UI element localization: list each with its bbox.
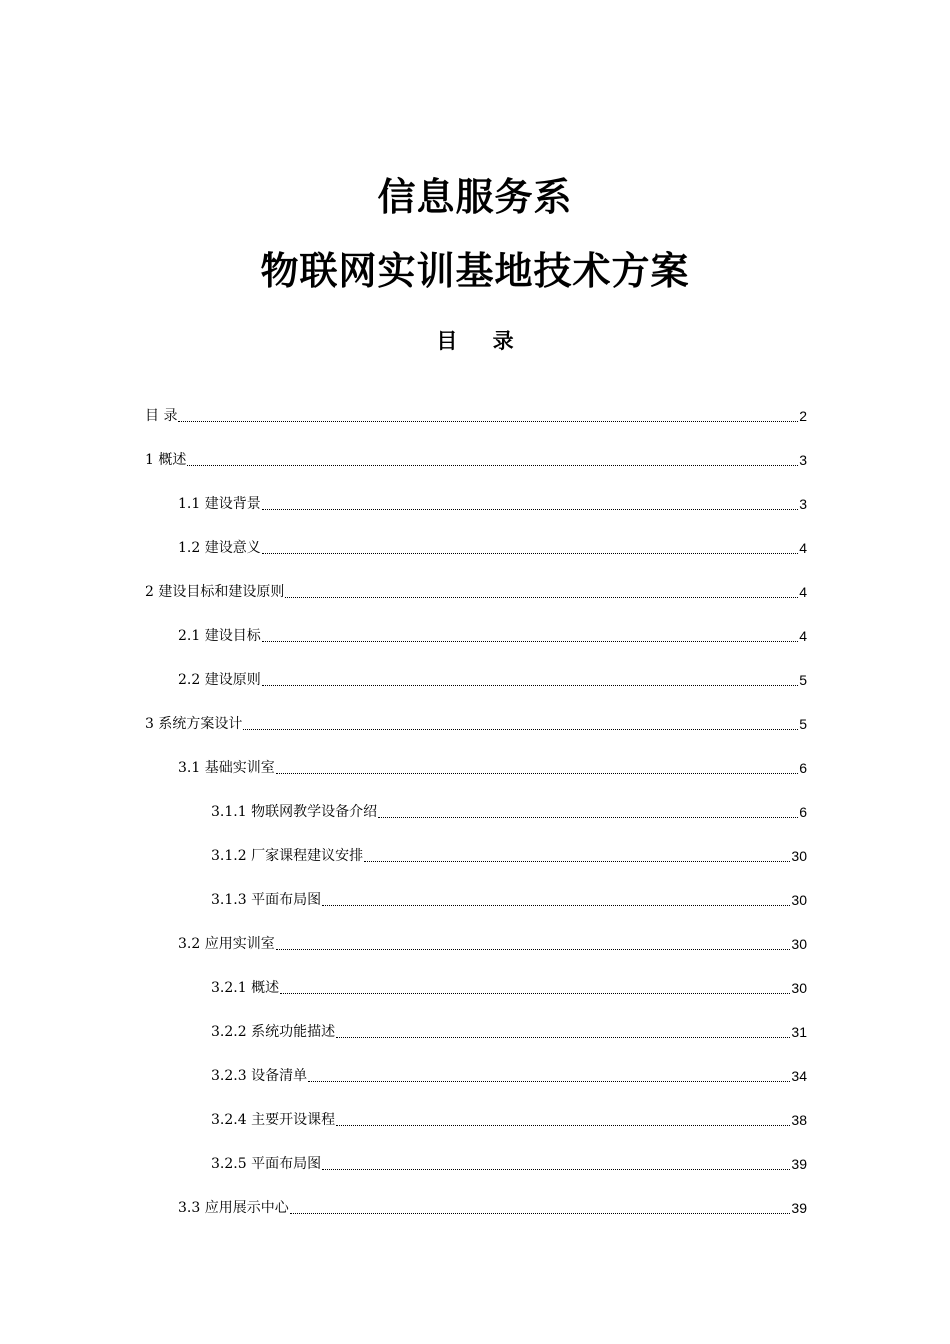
toc-dot-leader xyxy=(276,759,798,774)
toc-entry[interactable] xyxy=(145,1098,807,1142)
document-title-line-2: 物联网实训基地技术方案 xyxy=(260,249,690,293)
toc-entry[interactable] xyxy=(145,790,807,834)
toc-entry-label: 3.1.1 物联网教学设备介绍 xyxy=(211,804,378,820)
toc-entry[interactable] xyxy=(145,922,807,966)
toc-dot-leader xyxy=(187,451,798,466)
toc-entry-label: 2.1 建设目标 xyxy=(178,628,261,644)
toc-entry-page-number: 6 xyxy=(799,760,807,776)
toc-dot-leader xyxy=(364,847,790,862)
toc-dot-leader xyxy=(262,627,798,642)
toc-entry[interactable] xyxy=(145,614,807,658)
toc-entry-label: 3.2 应用实训室 xyxy=(178,936,275,952)
toc-entry-page-number: 30 xyxy=(791,980,807,996)
toc-entry-page-number: 5 xyxy=(799,672,807,688)
toc-entry-page-number: 31 xyxy=(791,1024,807,1040)
toc-entry-page-number: 6 xyxy=(799,804,807,820)
toc-dot-leader xyxy=(308,1067,790,1082)
toc-entry[interactable] xyxy=(145,394,807,438)
toc-dot-leader xyxy=(262,495,798,510)
toc-entry-page-number: 4 xyxy=(799,540,807,556)
toc-entry-label: 1 概述 xyxy=(145,452,187,468)
toc-entry-page-number: 5 xyxy=(799,716,807,732)
toc-entry-page-number: 4 xyxy=(799,628,807,644)
toc-entry[interactable] xyxy=(145,878,807,922)
toc-entry-label: 3.1.2 厂家课程建议安排 xyxy=(211,848,364,864)
toc-entry[interactable] xyxy=(145,1010,807,1054)
toc-entry-label: 3.2.3 设备清单 xyxy=(211,1068,308,1084)
toc-entry[interactable] xyxy=(145,658,807,702)
toc-dot-leader xyxy=(178,407,798,422)
toc-entry[interactable] xyxy=(145,482,807,526)
toc-entry[interactable] xyxy=(145,834,807,878)
toc-entry-label: 3.2.1 概述 xyxy=(211,980,280,996)
toc-entry-label: 1.2 建设意义 xyxy=(178,540,261,556)
toc-entry-label: 目 录 xyxy=(145,408,178,424)
toc-dot-leader xyxy=(336,1023,790,1038)
toc-entry[interactable] xyxy=(145,966,807,1010)
toc-dot-leader xyxy=(290,1199,791,1214)
toc-dot-leader xyxy=(322,1155,790,1170)
toc-entry-page-number: 2 xyxy=(799,408,807,424)
toc-entry-label: 2 建设目标和建设原则 xyxy=(145,584,285,600)
toc-entry-label: 3 系统方案设计 xyxy=(145,716,243,732)
toc-entry-page-number: 30 xyxy=(791,936,807,952)
toc-entry[interactable] xyxy=(145,1054,807,1098)
toc-dot-leader xyxy=(378,803,798,818)
toc-dot-leader xyxy=(262,539,798,554)
table-of-contents xyxy=(145,394,807,1230)
toc-dot-leader xyxy=(285,583,798,598)
toc-entry-page-number: 39 xyxy=(791,1200,807,1216)
toc-entry-page-number: 39 xyxy=(791,1156,807,1172)
toc-dot-leader xyxy=(280,979,790,994)
toc-entry-page-number: 3 xyxy=(799,452,807,468)
toc-entry-label: 3.2.4 主要开设课程 xyxy=(211,1112,336,1128)
toc-entry[interactable] xyxy=(145,570,807,614)
document-title-line-1: 信息服务系 xyxy=(377,175,573,219)
toc-entry-page-number: 34 xyxy=(791,1068,807,1084)
toc-entry-label: 3.3 应用展示中心 xyxy=(178,1200,289,1216)
toc-entry[interactable] xyxy=(145,1186,807,1230)
toc-entry[interactable] xyxy=(145,1142,807,1186)
toc-entry[interactable] xyxy=(145,746,807,790)
toc-heading: 目 录 xyxy=(436,329,528,353)
toc-entry-label: 2.2 建设原则 xyxy=(178,672,261,688)
toc-dot-leader xyxy=(243,715,798,730)
toc-dot-leader xyxy=(276,935,791,950)
toc-entry-page-number: 4 xyxy=(799,584,807,600)
toc-entry-label: 1.1 建设背景 xyxy=(178,496,261,512)
toc-dot-leader xyxy=(322,891,790,906)
toc-entry-page-number: 38 xyxy=(791,1112,807,1128)
toc-entry-label: 3.2.2 系统功能描述 xyxy=(211,1024,336,1040)
toc-entry[interactable] xyxy=(145,702,807,746)
toc-entry[interactable] xyxy=(145,526,807,570)
toc-entry-label: 3.1.3 平面布局图 xyxy=(211,892,322,908)
toc-dot-leader xyxy=(336,1111,790,1126)
toc-entry-page-number: 30 xyxy=(791,848,807,864)
toc-entry-page-number: 30 xyxy=(791,892,807,908)
toc-dot-leader xyxy=(262,671,798,686)
toc-entry-page-number: 3 xyxy=(799,496,807,512)
toc-entry-label: 3.1 基础实训室 xyxy=(178,760,275,776)
toc-entry[interactable] xyxy=(145,438,807,482)
toc-entry-label: 3.2.5 平面布局图 xyxy=(211,1156,322,1172)
